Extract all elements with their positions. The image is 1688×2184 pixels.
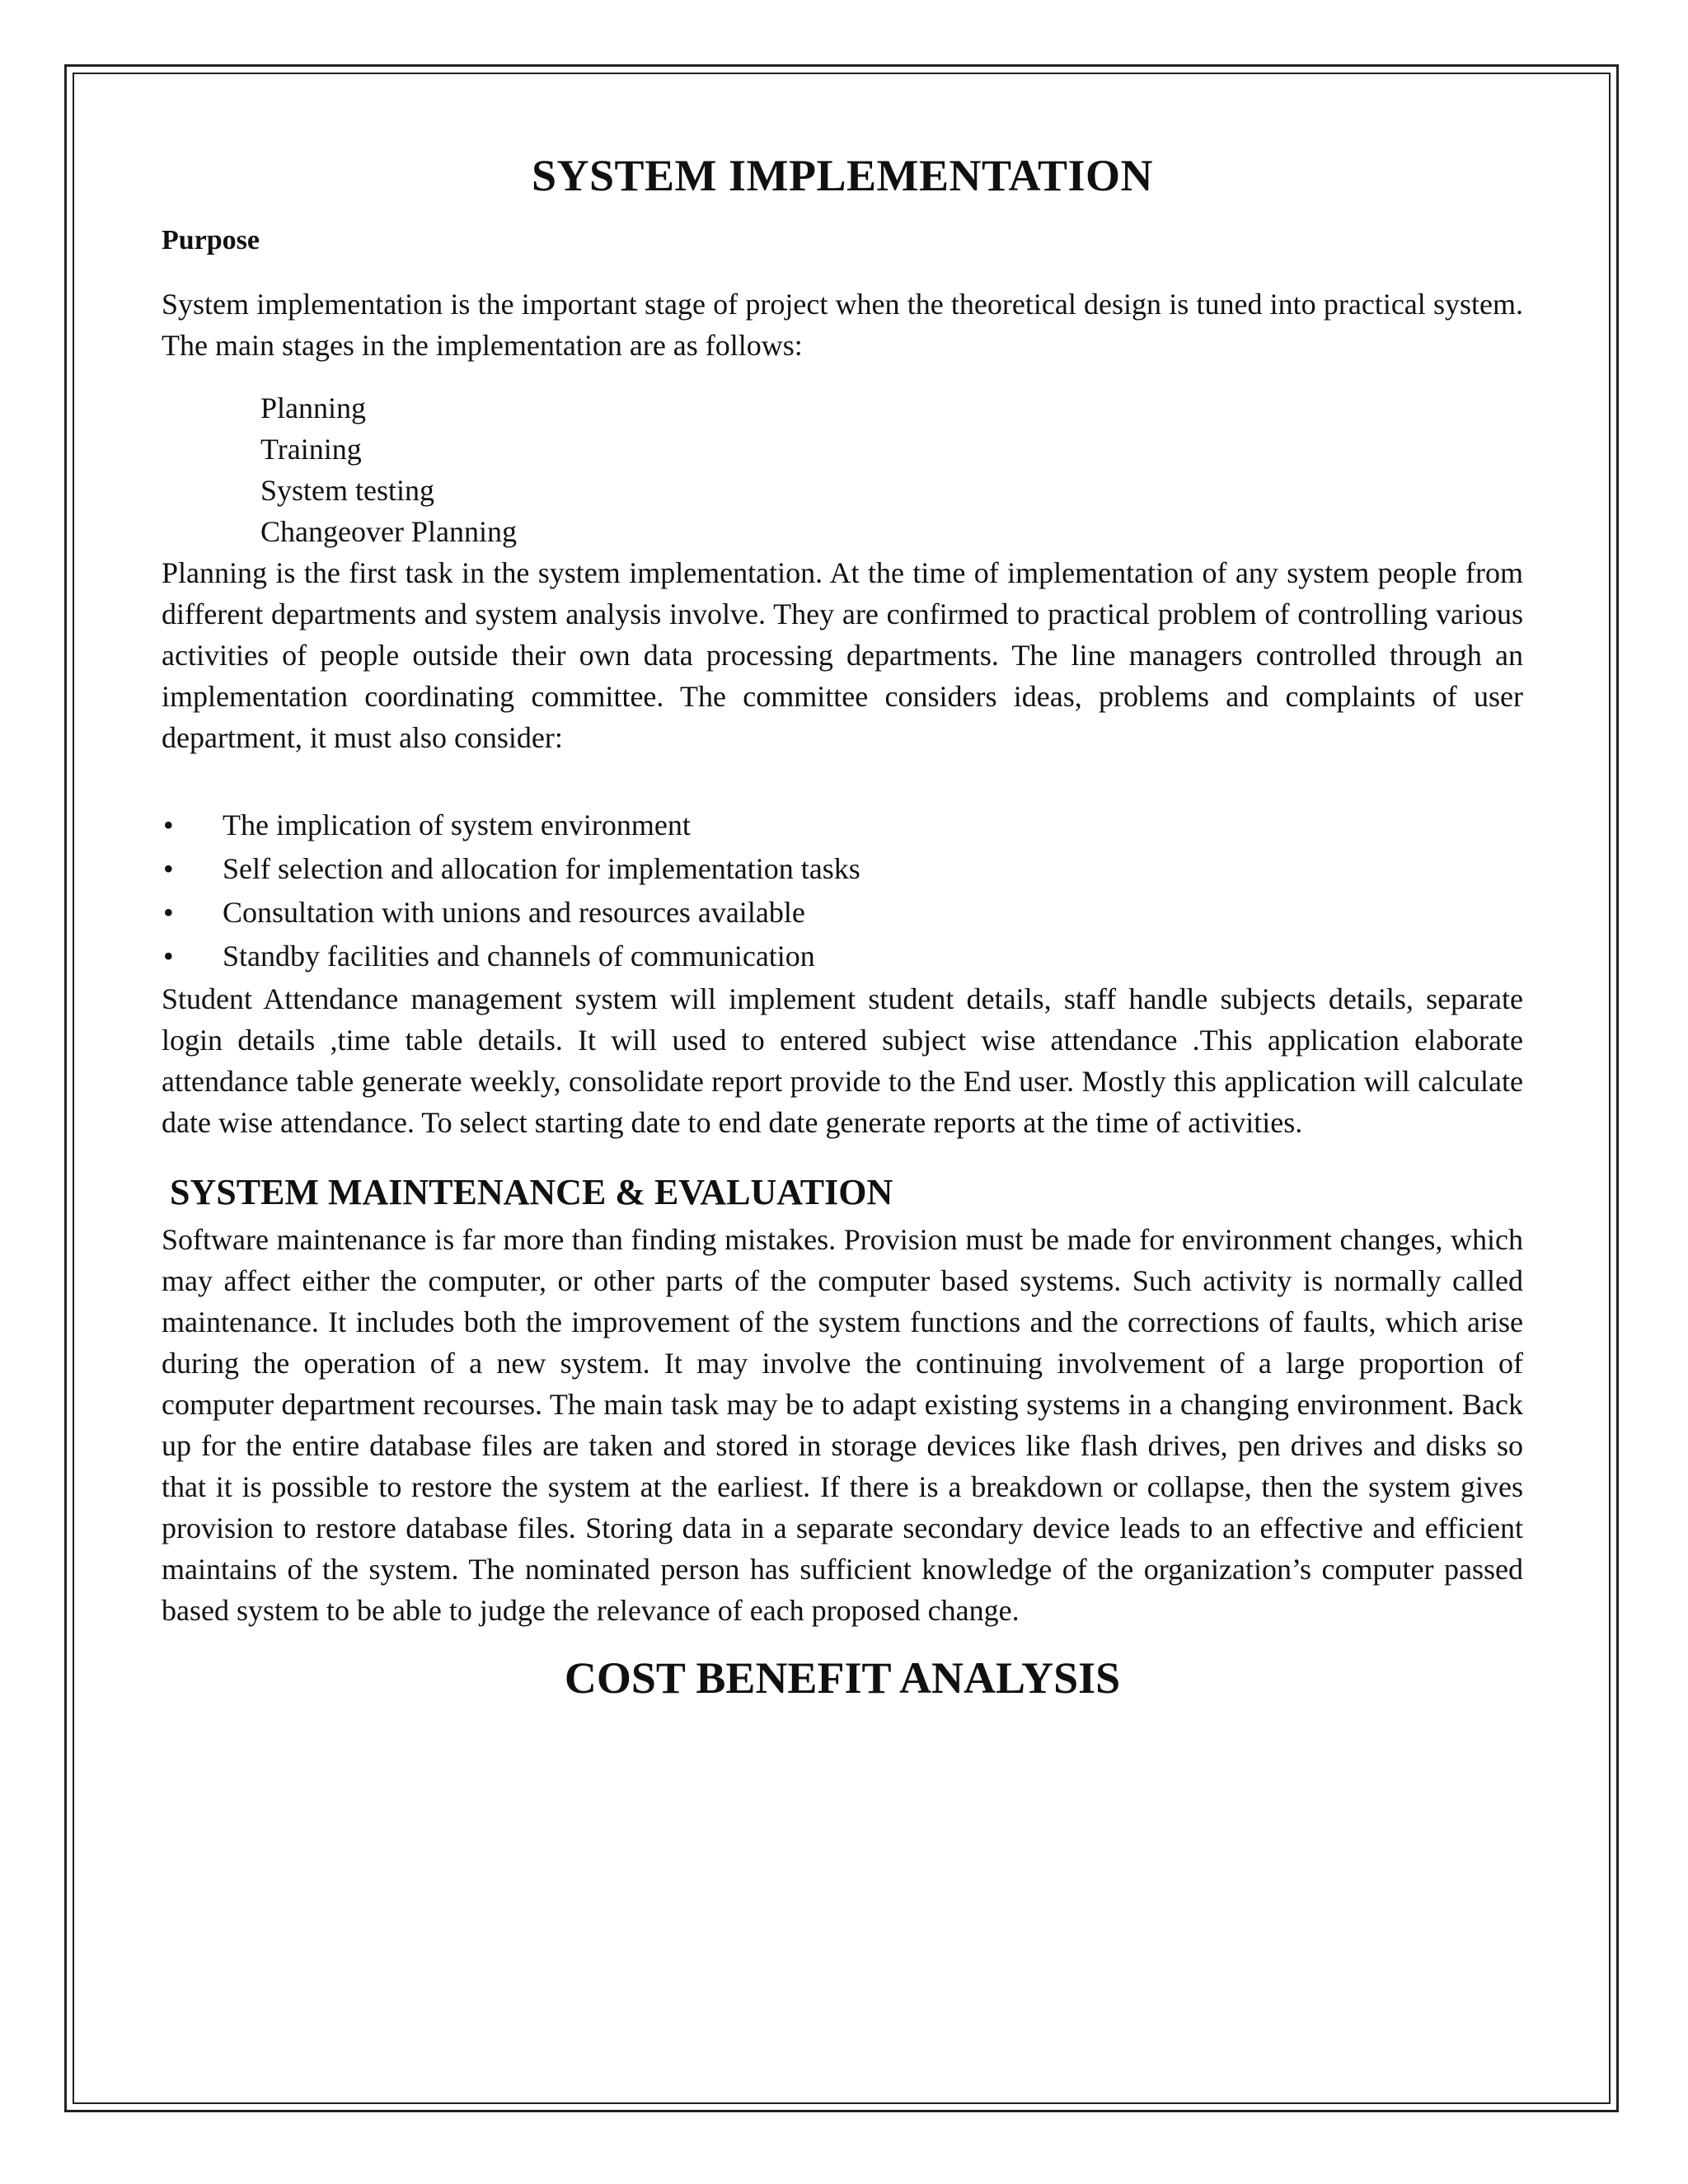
stage-item: Planning — [260, 391, 367, 424]
considerations-list — [162, 804, 1523, 978]
bullet-icon: • — [163, 896, 174, 929]
maintenance-heading: SYSTEM MAINTENANCE & EVALUATION — [170, 1172, 893, 1212]
page-title: SYSTEM IMPLEMENTATION — [531, 151, 1154, 200]
bullet-icon: • — [163, 940, 174, 972]
purpose-heading: Purpose — [162, 225, 260, 255]
cost-benefit-heading: COST BENEFIT ANALYSIS — [564, 1653, 1121, 1703]
bullet-icon: • — [163, 808, 174, 841]
planning-paragraph: Planning is the first task in the system implementation. At the time of implementation of any system people from different departments and system analysis involve. They are confirmed to practical problem of controlling various activities of people outside their own data processing departments. The line managers controlled through an implementation coordinating committee. The committee considers ideas, problems and complaints of user department, it must also consider: — [162, 556, 1523, 754]
list-item-text: Standby facilities and channels of communication — [223, 940, 815, 972]
stage-item: System testing — [260, 474, 435, 507]
document-content — [162, 147, 1523, 1707]
list-item — [162, 847, 1523, 891]
list-item-text: The implication of system environment — [223, 808, 691, 841]
list-item — [162, 935, 1523, 978]
student-attendance-paragraph: Student Attendance management system will implement student details, staff handle subjects details, separate login details ,time table details. It will used to entered subject wise attendance .This application elaborate attendance table generate weekly, consolidate report provide to the End user. Mostly this application will calculate date wise attendance. To select starting date to end date generate reports at the time of activities. — [162, 982, 1523, 1139]
list-item — [162, 891, 1523, 935]
stage-item: Training — [260, 433, 362, 466]
implementation-stages-list — [260, 387, 1523, 552]
bullet-icon: • — [163, 852, 174, 885]
list-item — [162, 804, 1523, 847]
maintenance-paragraph: Software maintenance is far more than finding mistakes. Provision must be made for environment changes, which may affect either the computer, or other parts of the computer based systems. Such activity is normally called maintenance. It includes both the improvement of the system functions and the corrections of faults, which arise during the operation of a new system. It may involve the continuing involvement of a large proportion of computer department recourses. The main task may be to adapt existing systems in a changing environment. Back up for the entire database files are taken and stored in storage devices like flash drives, pen drives and disks so that it is possible to restore the system at the earliest. If there is a breakdown or collapse, then the system gives provision to restore database files. Storing data in a separate secondary device leads to an effective and efficient maintains of the system. The nominated person has sufficient knowledge of the organization’s computer passed based system to be able to judge the relevance of each proposed change. — [162, 1223, 1523, 1627]
list-item-text: Consultation with unions and resources available — [223, 896, 805, 929]
intro-paragraph: System implementation is the important stage of project when the theoretical design is tuned into practical system. The main stages in the implementation are as follows: — [162, 288, 1523, 362]
list-item-text: Self selection and allocation for implementation tasks — [223, 852, 860, 885]
stage-item: Changeover Planning — [260, 515, 517, 548]
